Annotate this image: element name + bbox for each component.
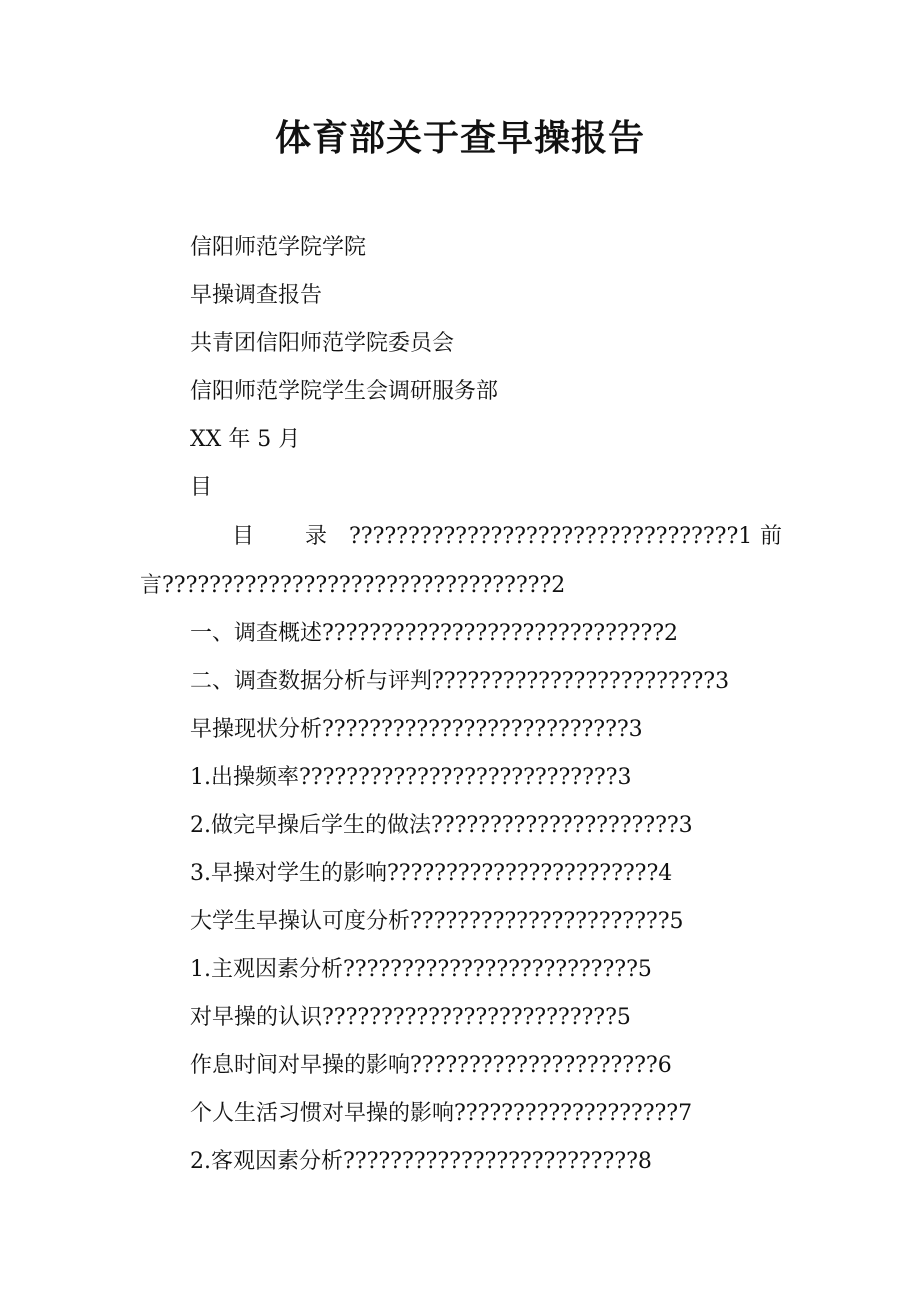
header-line-school: 信阳师范学院学院 bbox=[190, 235, 367, 260]
toc-entry: 2.做完早操后学生的做法?????????????????????3 bbox=[190, 813, 693, 838]
toc-entry: 早操现状分析??????????????????????????3 bbox=[190, 717, 643, 742]
toc-entry: 2.客观因素分析?????????????????????????8 bbox=[190, 1149, 652, 1174]
toc-heading-label: 目 录 bbox=[232, 524, 349, 549]
toc-heading-label-group bbox=[232, 521, 752, 553]
toc-entry: 1.出操频率???????????????????????????3 bbox=[190, 765, 632, 790]
document-title: 体育部关于查早操报告 bbox=[274, 117, 645, 159]
toc-heading-next-word: 前 bbox=[759, 524, 782, 549]
toc-entry: 作息时间对早操的影响?????????????????????6 bbox=[190, 1053, 672, 1078]
toc-entry: 个人生活习惯对早操的影响???????????????????7 bbox=[190, 1101, 693, 1126]
toc-entry: 二、调查数据分析与评判????????????????????????3 bbox=[190, 669, 730, 694]
toc-heading-dots: ?????????????????????????????????1 bbox=[349, 524, 753, 549]
toc-entry: 一、调查概述?????????????????????????????2 bbox=[190, 621, 679, 646]
toc-entry: 对早操的认识?????????????????????????5 bbox=[190, 1005, 631, 1030]
header-line-report-name: 早操调查报告 bbox=[190, 283, 323, 308]
header-line-committee: 共青团信阳师范学院委员会 bbox=[190, 331, 455, 356]
toc-heading-line bbox=[232, 521, 782, 553]
toc-entry: 大学生早操认可度分析??????????????????????5 bbox=[190, 909, 684, 934]
header-line-department: 信阳师范学院学生会调研服务部 bbox=[190, 379, 499, 404]
header-line-date: XX 年 5 月 bbox=[190, 427, 301, 452]
toc-entry: 1.主观因素分析?????????????????????????5 bbox=[190, 957, 652, 982]
toc-entry: 3.早操对学生的影响???????????????????????4 bbox=[190, 861, 673, 886]
toc-preface-line: 言?????????????????????????????????2 bbox=[140, 573, 566, 598]
header-line-mu: 目 bbox=[190, 475, 213, 500]
